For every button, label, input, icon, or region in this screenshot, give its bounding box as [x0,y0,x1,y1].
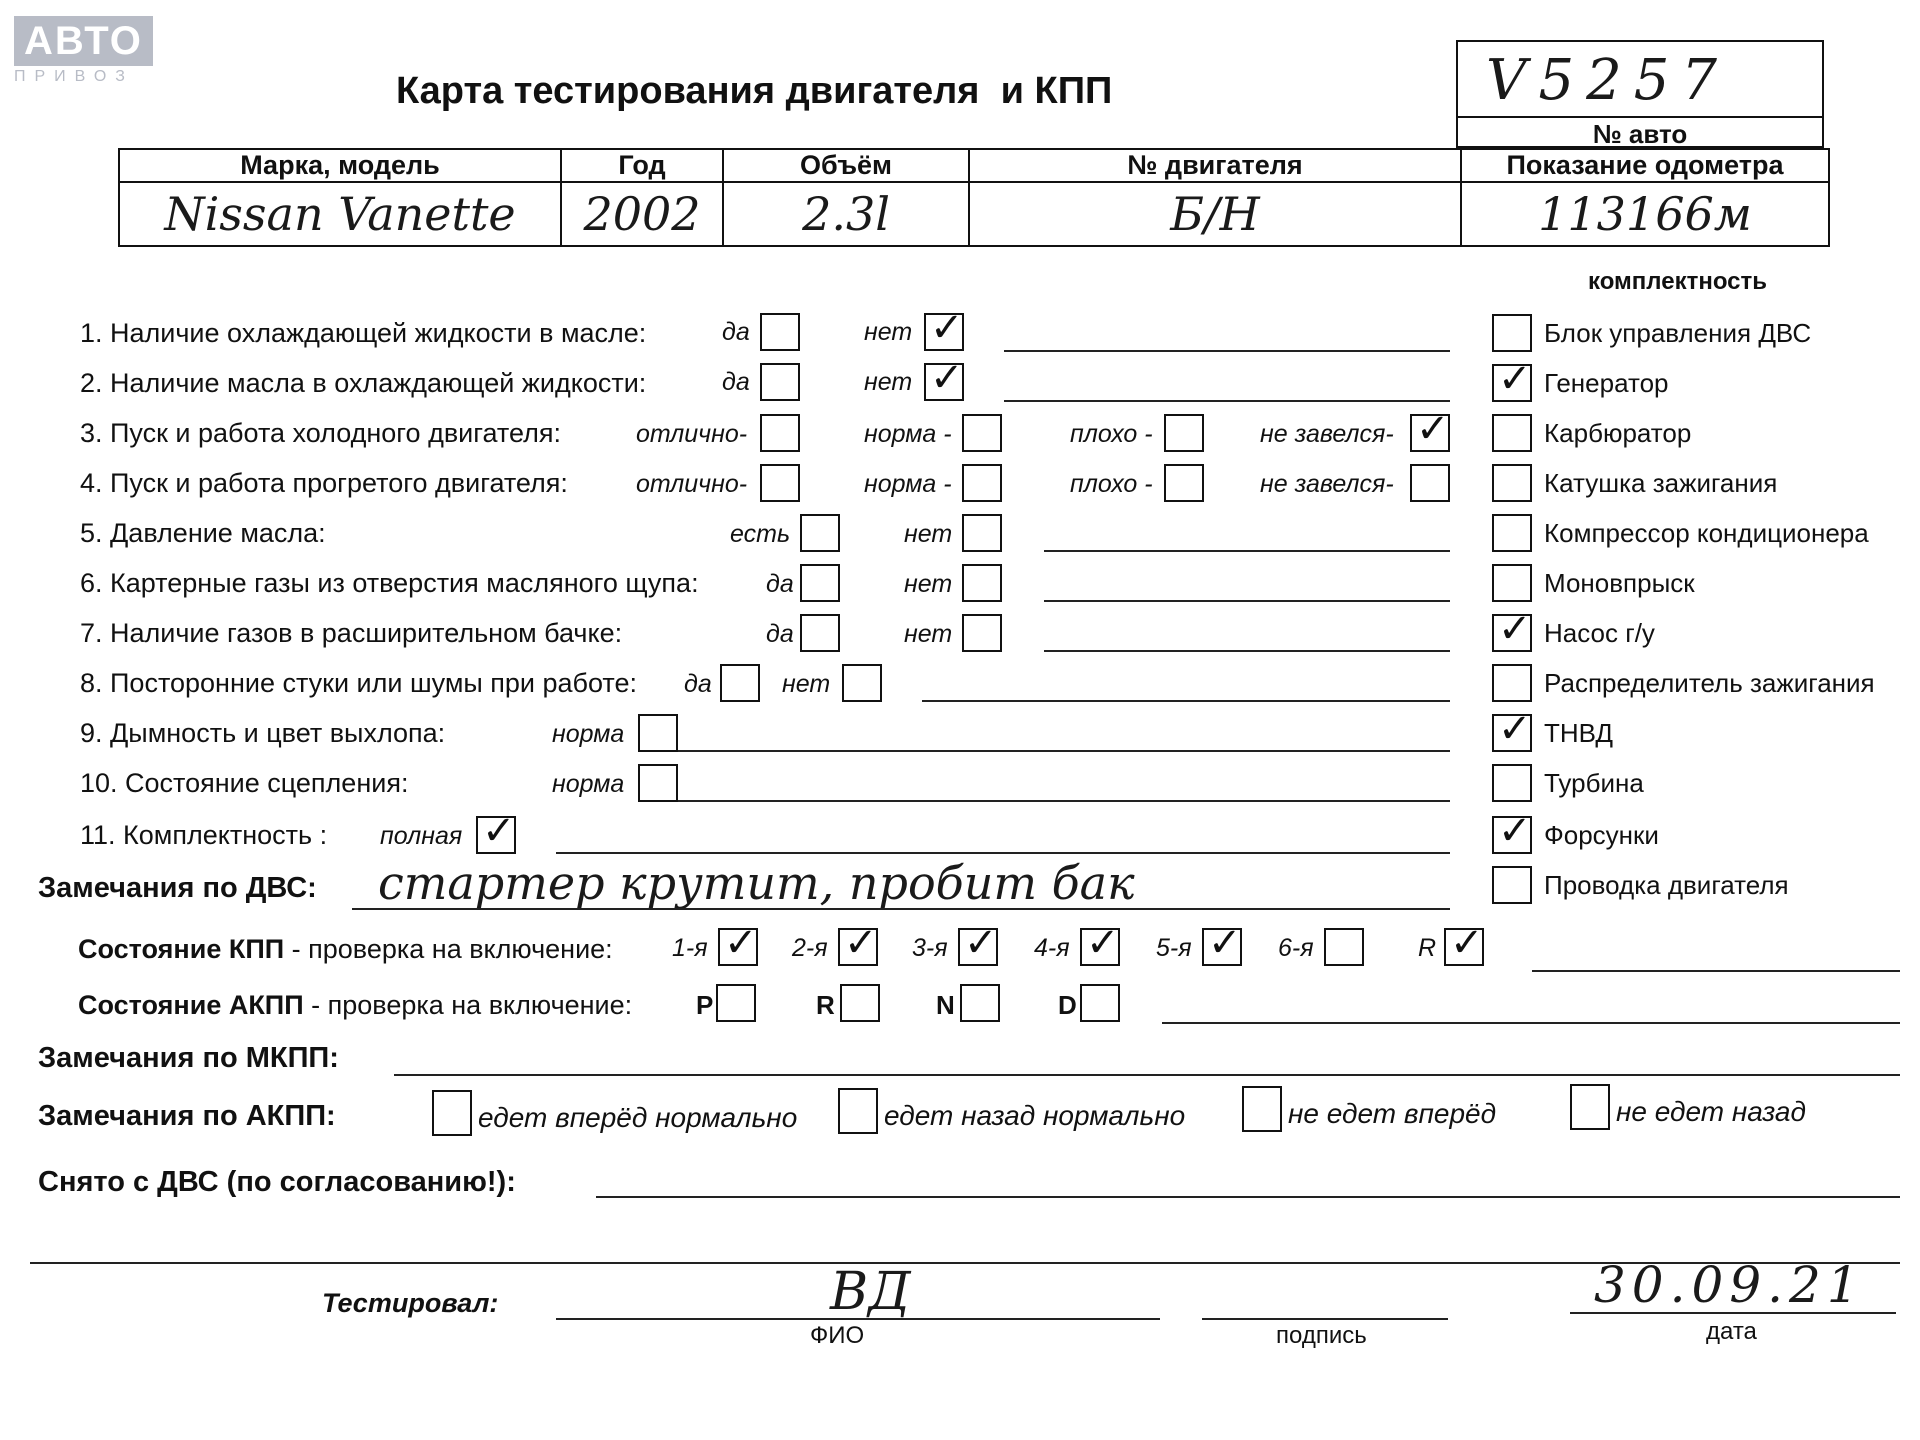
kit-title: комплектность [1588,268,1768,295]
gearbox-label-rest: - проверка на включение: [284,934,613,964]
q10-norma-checkbox[interactable] [638,764,678,802]
question-11: 11. Комплектность : [80,820,328,850]
kit-checkbox[interactable] [1492,816,1532,854]
question-8: 8. Посторонние стуки или шумы при работе: [80,668,638,698]
q7-yes-checkbox[interactable] [800,614,840,652]
q7-no-checkbox[interactable] [962,614,1002,652]
gear-label: 6-я [1278,934,1314,962]
kit-item-label: Генератор [1544,368,1669,398]
q8-no-checkbox[interactable] [842,664,882,702]
q3-bad-checkbox[interactable] [1164,414,1204,452]
q1-yes-label: да [722,318,750,346]
q3-nostart-checkbox[interactable] [1410,414,1450,452]
col-engine-number: № двигателя [969,149,1461,182]
car-number-label: № авто [1592,119,1688,149]
q11-full-label: полная [380,822,463,850]
gear-label: 4-я [1034,934,1070,962]
gear-label: 1-я [672,934,708,962]
q8-yes-checkbox[interactable] [720,664,760,702]
q6-notes-line [1044,600,1450,602]
q9-norma-checkbox[interactable] [638,714,678,752]
kit-checkbox[interactable] [1492,614,1532,652]
value-odometer: 113166м [1461,182,1829,246]
q7-no-label: нет [904,620,953,648]
q1-no-label: нет [864,318,913,346]
q5-no-label: нет [904,520,953,548]
q6-no-checkbox[interactable] [962,564,1002,602]
q11-notes-line [556,852,1450,854]
q4-nostart-label: не завелся- [1260,470,1394,498]
value-make-model: Nissan Vanette [119,182,561,246]
gear-label: 5-я [1156,934,1192,962]
signature-line [1202,1318,1448,1320]
auto-gearbox-notes-line [1162,1022,1900,1024]
auto-no-backward-label: не едет назад [1616,1096,1806,1127]
question-6: 6. Картерные газы из отверстия масляного щупа: [80,568,699,598]
gear-checkbox[interactable] [1324,928,1364,966]
q3-normal-label: норма - [864,420,952,448]
q10-norma-label: норма [552,770,625,798]
name-line [556,1318,1160,1320]
auto-no-backward-checkbox[interactable] [1570,1084,1610,1130]
kit-checkbox[interactable] [1492,866,1532,904]
kit-item-label: Распределитель зажигания [1544,668,1875,698]
col-volume: Объём [723,149,969,182]
manual-remarks-label: Замечания по МКПП: [38,1042,339,1074]
logo [14,16,153,86]
gear-checkbox[interactable] [1080,928,1120,966]
q4-excellent-checkbox[interactable] [760,464,800,502]
kit-item-label: Насос г/у [1544,618,1655,648]
question-1: 1. Наличие охлаждающей жидкости в масле: [80,318,647,348]
vehicle-info-table [118,148,1830,247]
gear-label: R [1418,934,1437,962]
col-odometer: Показание одометра [1461,149,1829,182]
question-2: 2. Наличие масла в охлаждающей жидкости: [80,368,647,398]
q7-notes-line [1044,650,1450,652]
q3-excellent-checkbox[interactable] [760,414,800,452]
q8-yes-label: да [684,670,712,698]
q4-bad-checkbox[interactable] [1164,464,1204,502]
mode-n-label: N [936,990,955,1020]
auto-gearbox-label-bold: Состояние АКПП [78,990,304,1020]
q3-nostart-label: не завелся- [1260,420,1394,448]
question-10: 10. Состояние сцепления: [80,768,409,798]
col-make-model: Марка, модель [119,149,561,182]
q7-yes-label: да [766,620,794,648]
q3-excellent-label: отлично- [636,420,748,448]
car-number-value: V5257 [1486,48,1729,113]
q9-norma-label: норма [552,720,625,748]
engine-remarks-label: Замечания по ДВС: [38,872,317,904]
mode-r-label: R [816,990,835,1020]
car-number-box [1456,40,1824,148]
q2-no-label: нет [864,368,913,396]
test-date: 30.09.21 [1594,1256,1865,1314]
q4-normal-label: норма - [864,470,952,498]
gear-checkbox[interactable] [958,928,998,966]
mode-d-checkbox[interactable] [1080,984,1120,1022]
q10-notes-line [678,800,1450,802]
kit-item-label: Турбина [1544,768,1644,798]
q6-no-label: нет [904,570,953,598]
logo-sub: ПРИВОЗ [14,68,134,85]
auto-no-forward-label: не едет вперёд [1288,1098,1497,1129]
kit-item-label: Катушка зажигания [1544,468,1778,498]
value-engine-number: Б/Н [969,182,1461,246]
q1-notes-line [1004,350,1450,352]
q2-yes-label: да [722,368,750,396]
q4-bad-label: плохо - [1070,470,1153,498]
kit-checkbox[interactable] [1492,714,1532,752]
mode-p-label: P [696,990,714,1020]
gearbox-label-bold: Состояние КПП [78,934,285,964]
gear-checkbox[interactable] [838,928,878,966]
question-3: 3. Пуск и работа холодного двигателя: [80,418,561,448]
date-caption: дата [1706,1318,1757,1345]
q8-no-label: нет [782,670,831,698]
question-4: 4. Пуск и работа прогретого двигателя: [80,468,568,498]
q5-notes-line [1044,550,1450,552]
q6-yes-checkbox[interactable] [800,564,840,602]
engine-remarks-value: стартер крутит, пробит бак [378,856,1135,910]
kit-checkbox[interactable] [1492,464,1532,502]
q6-yes-label: да [766,570,794,598]
removed-line [596,1196,1900,1198]
kit-checkbox[interactable] [1492,564,1532,602]
col-year: Год [561,149,723,182]
kit-checkbox[interactable] [1492,364,1532,402]
q5-present-checkbox[interactable] [800,514,840,552]
kit-item-label: Моновпрыск [1544,568,1695,598]
kit-checkbox[interactable] [1492,414,1532,452]
tester-name: ВД [830,1262,911,1322]
kit-item-label: Проводка двигателя [1544,870,1789,900]
value-year: 2002 [561,182,723,246]
kit-item-label: Форсунки [1544,820,1659,850]
kit-checkbox[interactable] [1492,314,1532,352]
kit-item-label: ТНВД [1544,718,1614,748]
page-title: Карта тестирования двигателя и КПП [396,70,1113,112]
removed-label: Снято с ДВС (по согласованию!): [38,1166,516,1198]
kit-checkbox[interactable] [1492,514,1532,552]
name-caption: ФИО [810,1322,865,1349]
kit-item-label: Блок управления ДВС [1544,318,1812,348]
q3-normal-checkbox[interactable] [962,414,1002,452]
q4-normal-checkbox[interactable] [962,464,1002,502]
q1-no-checkbox[interactable] [924,313,964,351]
car-number-divider [1458,116,1822,118]
q2-notes-line [1004,400,1450,402]
kit-item-label: Карбюратор [1544,418,1692,448]
mode-r-checkbox[interactable] [840,984,880,1022]
gear-label: 2-я [792,934,828,962]
mode-p-checkbox[interactable] [716,984,756,1022]
auto-forward-ok-label: едет вперёд нормально [478,1102,798,1133]
q8-notes-line [922,700,1450,702]
manual-remarks-line [394,1074,1900,1076]
gearbox-notes-line [1532,970,1900,972]
gear-label: 3-я [912,934,948,962]
question-5: 5. Давление масла: [80,518,326,548]
q9-notes-line [678,750,1450,752]
q2-yes-checkbox[interactable] [760,363,800,401]
auto-gearbox-label-rest: - проверка на включение: [303,990,633,1020]
q3-bad-label: плохо - [1070,420,1153,448]
gearbox-label [78,934,613,965]
gear-checkbox[interactable] [718,928,758,966]
signature-caption: подпись [1276,1322,1367,1349]
auto-backward-ok-checkbox[interactable] [838,1088,878,1134]
auto-no-forward-checkbox[interactable] [1242,1086,1282,1132]
auto-forward-ok-checkbox[interactable] [432,1090,472,1136]
q5-no-checkbox[interactable] [962,514,1002,552]
gear-checkbox[interactable] [1202,928,1242,966]
logo-main: АВТО [14,16,153,66]
tested-by-label: Тестировал: [322,1288,499,1318]
auto-backward-ok-label: едет назад нормально [884,1100,1186,1131]
engine-remarks-line [352,908,1450,910]
kit-checkbox[interactable] [1492,764,1532,802]
question-7: 7. Наличие газов в расширительном бачке: [80,618,623,648]
q11-full-checkbox[interactable] [476,816,516,854]
mode-n-checkbox[interactable] [960,984,1000,1022]
date-line [1570,1312,1896,1314]
q2-no-checkbox[interactable] [924,363,964,401]
q1-yes-checkbox[interactable] [760,313,800,351]
kit-item-label: Компрессор кондиционера [1544,518,1869,548]
mode-d-label: D [1058,990,1077,1020]
auto-gearbox-label [78,990,632,1021]
q4-excellent-label: отлично- [636,470,748,498]
gear-checkbox[interactable] [1444,928,1484,966]
auto-remarks-label: Замечания по АКПП: [38,1100,336,1132]
q4-nostart-checkbox[interactable] [1410,464,1450,502]
q5-present-label: есть [730,520,791,548]
value-volume: 2.3l [723,182,969,246]
question-9: 9. Дымность и цвет выхлопа: [80,718,446,748]
kit-checkbox[interactable] [1492,664,1532,702]
